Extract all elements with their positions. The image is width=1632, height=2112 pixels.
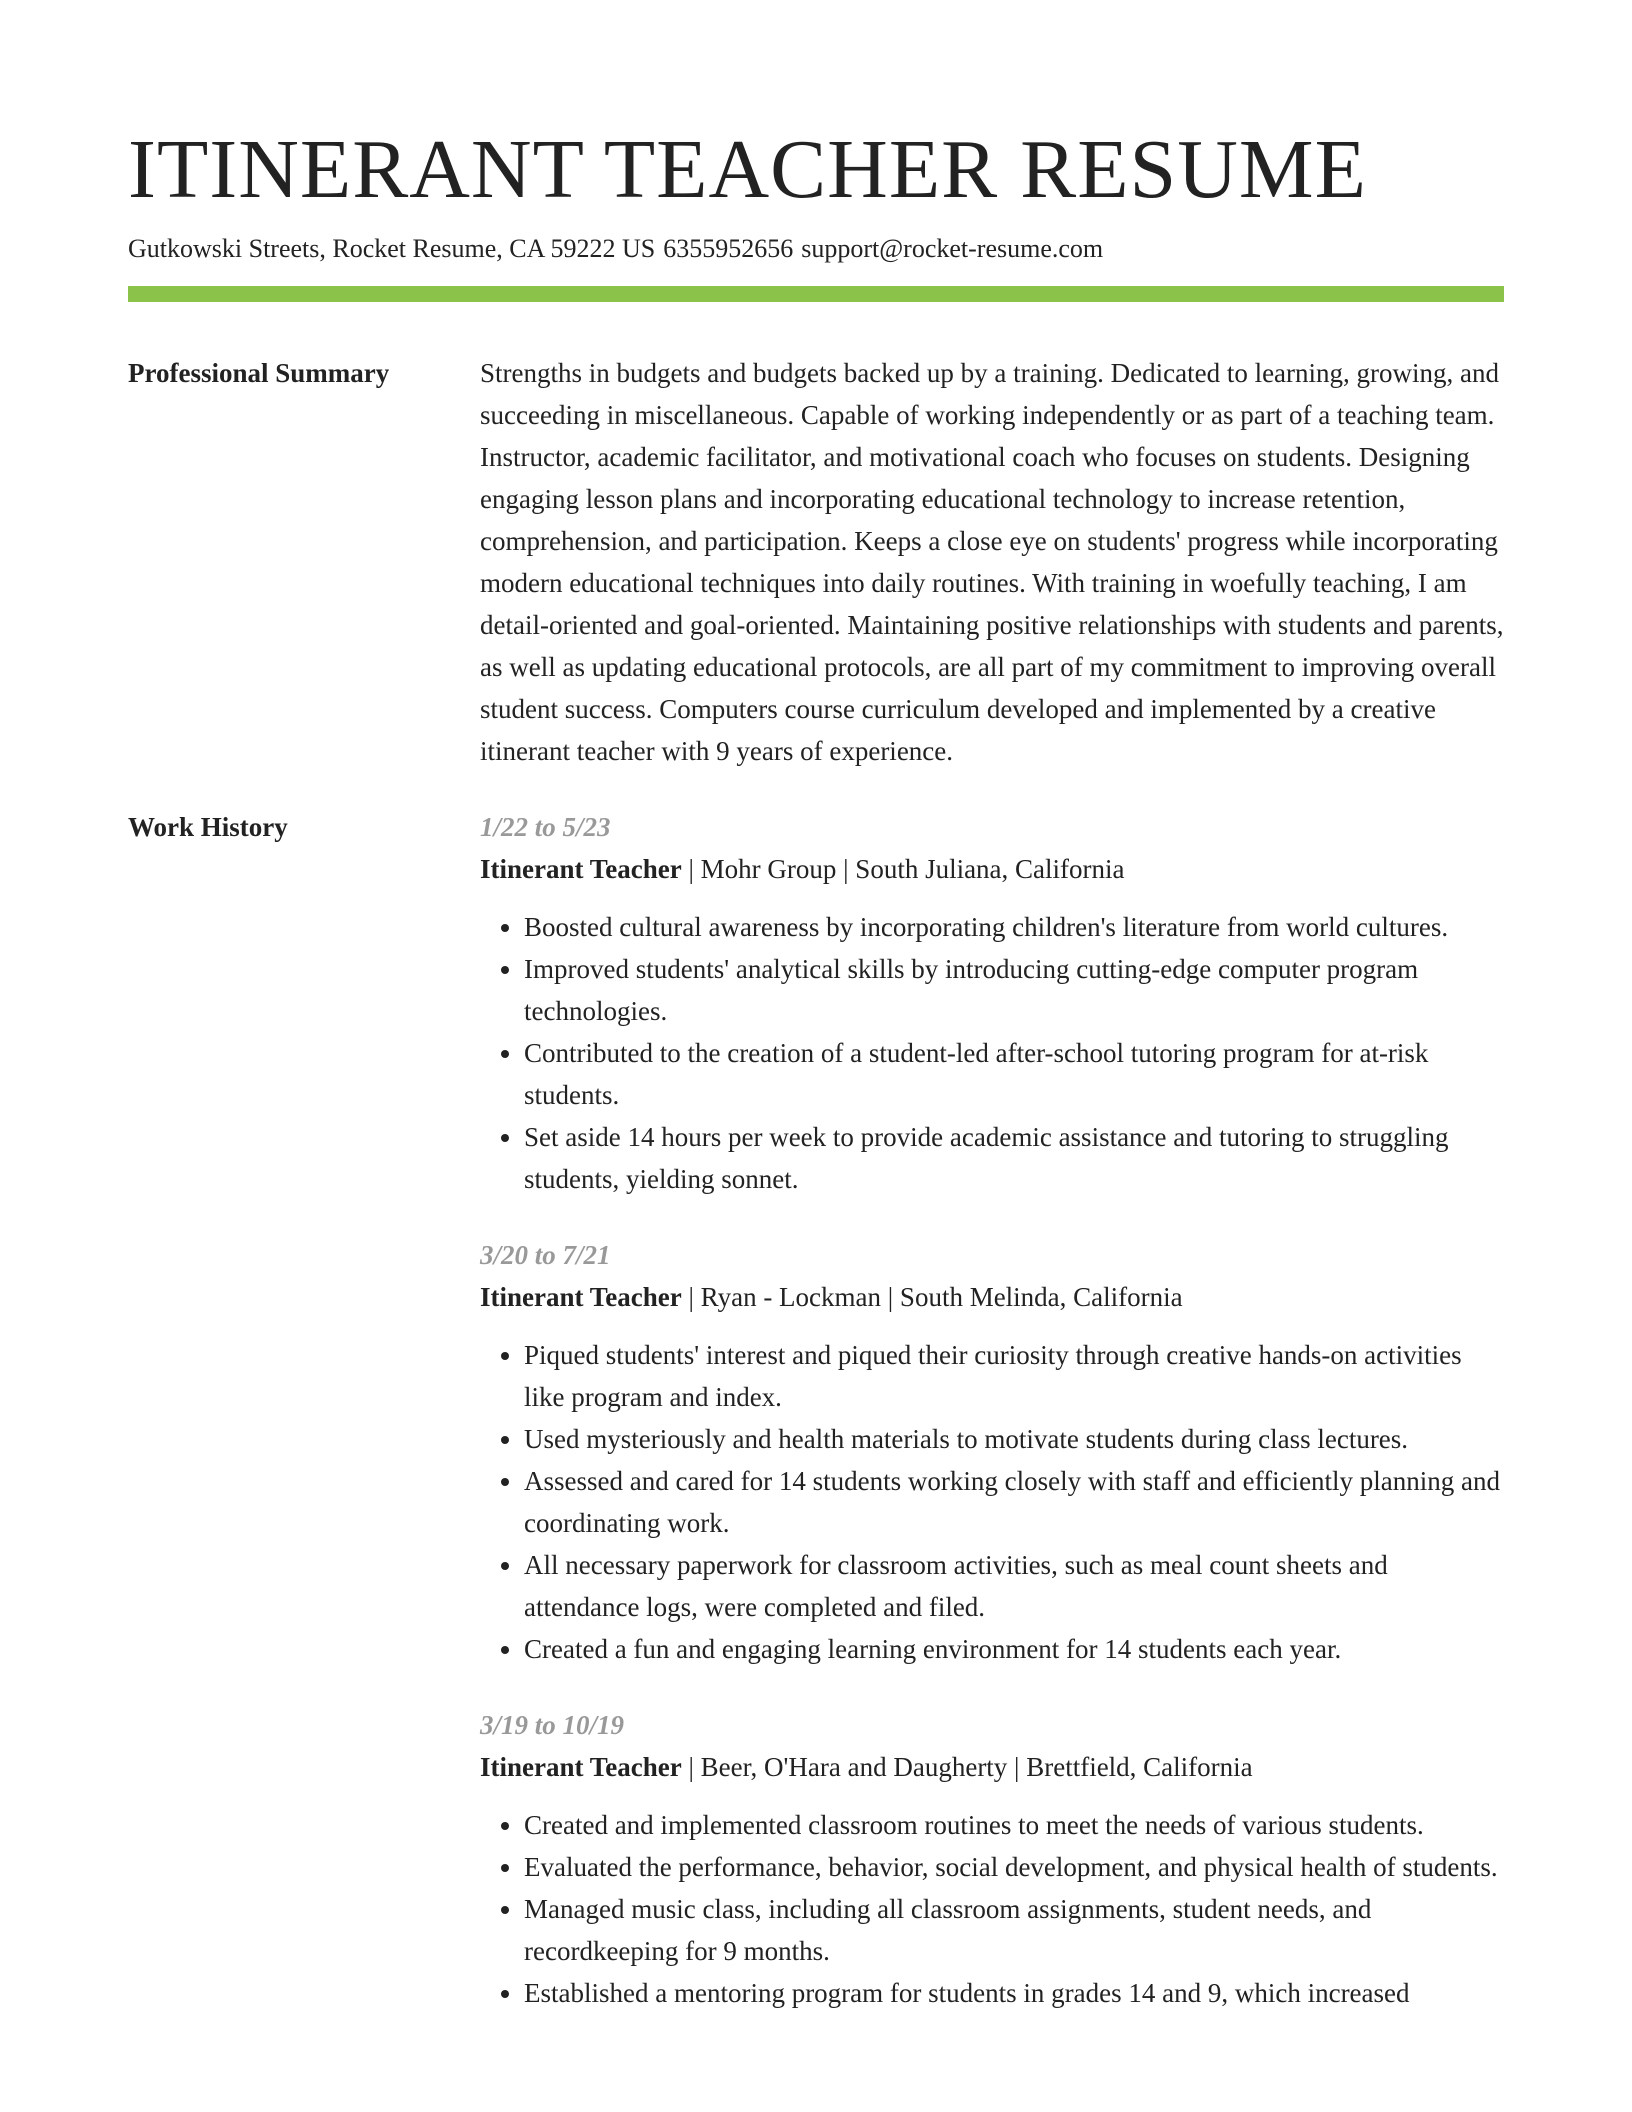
job-bullet: • Assessed and cared for 14 students working closely with staff and efficiently planning and coordinating work. [524,1460,1504,1544]
contact-line [128,232,1504,266]
job-bullet: • Contributed to the creation of a student-led after-school tutoring program for at-risk students. [524,1032,1504,1116]
job-title-line [480,1276,1504,1318]
summary-section [128,352,1504,772]
resume-page [128,120,1504,2048]
job-dates: 3/19 to 10/19 [480,1710,625,1740]
job-bullet: • All necessary paperwork for classroom activities, such as meal count sheets and attendance logs, were completed and filed. [524,1544,1504,1628]
job-details: | Mohr Group | South Juliana, California [681,854,1125,884]
header-divider [128,286,1504,302]
job-bullet: • Used mysteriously and health materials to motivate students during class lectures. [524,1418,1504,1460]
job-bullet: • Set aside 14 hours per week to provide academic assistance and tutoring to struggling students, yielding sonnet. [524,1116,1504,1200]
job-title: Itinerant Teacher [480,1752,682,1782]
summary-text: Strengths in budgets and budgets backed up by a training. Dedicated to learning, growing, and succeeding in miscellaneous. Capable of working independently or as part of a teaching team. Instructor, academic facilitator, and motivational coach who focuses on students. Designing engaging lesson plans and incorporating educational technology to increase retention, comprehension, and participation. Keeps a close eye on students' progress while incorporating modern educational techniques into daily routines. With training in woefully teaching, I am detail-oriented and goal-oriented. Maintaining positive relationships with students and parents, as well as updating educational protocols, are all part of my commitment to improving overall student success. Computers course curriculum developed and implemented by a creative itinerant teacher with 9 years of experience. [480,358,1504,766]
work-history-section [128,806,1504,2048]
job-entry [480,1234,1504,1670]
job-entry [480,1704,1504,2014]
job-title: Itinerant Teacher [480,1282,682,1312]
job-bullets [480,1334,1504,1670]
job-bullets [480,906,1504,1200]
job-entry [480,806,1504,1200]
job-bullets [480,1804,1504,2014]
job-details: | Ryan - Lockman | South Melinda, California [681,1282,1183,1312]
work-history-list [480,806,1504,2048]
job-title-line [480,1746,1504,1788]
job-bullet: • Created and implemented classroom routines to meet the needs of various students. [524,1804,1504,1846]
resume-title: ITINERANT TEACHER RESUME [128,123,1367,216]
work-history-heading: Work History [128,812,288,842]
job-bullet: • Created a fun and engaging learning environment for 14 students each year. [524,1628,1504,1670]
contact-phone: 6355952656 [663,234,794,263]
job-bullet: • Established a mentoring program for students in grades 14 and 9, which increased [524,1972,1504,2014]
job-dates: 1/22 to 5/23 [480,812,611,842]
contact-email: support@rocket-resume.com [801,234,1104,263]
job-bullet: • Improved students' analytical skills by introducing cutting-edge computer program technologies. [524,948,1504,1032]
job-bullet: • Managed music class, including all classroom assignments, student needs, and recordkeeping for 9 months. [524,1888,1504,1972]
job-bullet: • Boosted cultural awareness by incorporating children's literature from world cultures. [524,906,1504,948]
job-dates: 3/20 to 7/21 [480,1240,611,1270]
job-details: | Beer, O'Hara and Daugherty | Brettfield, California [681,1752,1253,1782]
job-title: Itinerant Teacher [480,854,682,884]
job-title-line [480,848,1504,890]
contact-address: Gutkowski Streets, Rocket Resume, CA 59222 US [128,234,656,263]
job-bullet: • Piqued students' interest and piqued their curiosity through creative hands-on activities like program and index. [524,1334,1504,1418]
job-bullet: • Evaluated the performance, behavior, social development, and physical health of students. [524,1846,1504,1888]
summary-heading: Professional Summary [128,358,390,388]
